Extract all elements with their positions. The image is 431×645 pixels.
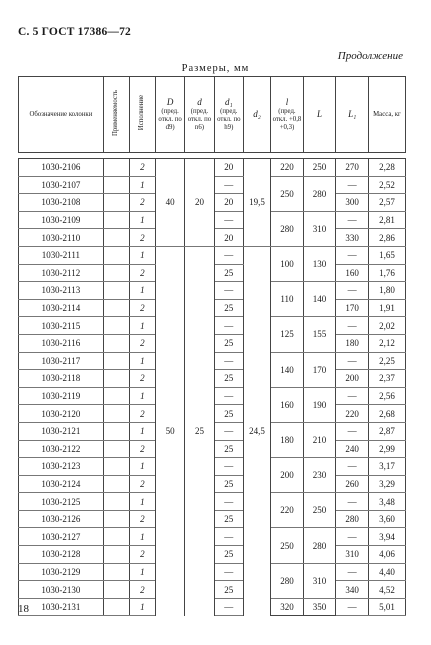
- l-cell: 220: [271, 159, 304, 177]
- L-cell: 170: [303, 352, 336, 387]
- d1-cell: 25: [214, 299, 243, 317]
- d1-cell: —: [214, 246, 243, 264]
- d1-cell: —: [214, 528, 243, 546]
- l-cell: 250: [271, 176, 304, 211]
- L-cell: 250: [303, 159, 336, 177]
- L1-cell: —: [336, 422, 369, 440]
- L1-cell: —: [336, 493, 369, 511]
- L1-cell: —: [336, 528, 369, 546]
- d1-cell: —: [214, 563, 243, 581]
- l-cell: 200: [271, 458, 304, 493]
- l-cell: 140: [271, 352, 304, 387]
- l-cell: 100: [271, 246, 304, 281]
- mass-cell: 2,56: [368, 387, 405, 405]
- L1-cell: 280: [336, 510, 369, 528]
- applicability-cell: [103, 211, 129, 229]
- execution-cell: 2: [129, 510, 155, 528]
- execution-cell: 2: [129, 229, 155, 247]
- execution-cell: 2: [129, 581, 155, 599]
- designation-cell: 1030-2124: [19, 475, 104, 493]
- designation-cell: 1030-2126: [19, 510, 104, 528]
- mass-cell: 3,94: [368, 528, 405, 546]
- D-cell: 40: [155, 159, 184, 247]
- d1-cell: 20: [214, 159, 243, 177]
- header-designation: Обозначение колонки: [19, 77, 104, 153]
- designation-cell: 1030-2106: [19, 159, 104, 177]
- header-d2: d₂: [243, 77, 270, 153]
- page-number: 18: [18, 603, 29, 615]
- L1-cell: 340: [336, 581, 369, 599]
- applicability-cell: [103, 229, 129, 247]
- mass-cell: 4,40: [368, 563, 405, 581]
- applicability-cell: [103, 352, 129, 370]
- designation-cell: 1030-2119: [19, 387, 104, 405]
- L-cell: 230: [303, 458, 336, 493]
- mass-cell: 3,17: [368, 458, 405, 476]
- L-cell: 190: [303, 387, 336, 422]
- applicability-cell: [103, 475, 129, 493]
- mass-cell: 2,86: [368, 229, 405, 247]
- applicability-cell: [103, 440, 129, 458]
- header-D: D (пред. откл. по d9): [155, 77, 184, 153]
- l-cell: 125: [271, 317, 304, 352]
- d1-cell: 25: [214, 475, 243, 493]
- execution-cell: 2: [129, 475, 155, 493]
- execution-cell: 1: [129, 352, 155, 370]
- applicability-cell: [103, 387, 129, 405]
- execution-cell: 2: [129, 405, 155, 423]
- d1-cell: 25: [214, 546, 243, 564]
- designation-cell: 1030-2107: [19, 176, 104, 194]
- L-cell: 350: [303, 598, 336, 616]
- designation-cell: 1030-2130: [19, 581, 104, 599]
- execution-cell: 1: [129, 598, 155, 616]
- l-cell: 280: [271, 211, 304, 246]
- L-cell: 310: [303, 211, 336, 246]
- designation-cell: 1030-2125: [19, 493, 104, 511]
- L-cell: 140: [303, 282, 336, 317]
- d1-cell: 25: [214, 510, 243, 528]
- mass-cell: 5,01: [368, 598, 405, 616]
- mass-cell: 2,28: [368, 159, 405, 177]
- d1-cell: 25: [214, 405, 243, 423]
- applicability-cell: [103, 546, 129, 564]
- d1-cell: 25: [214, 370, 243, 388]
- L1-cell: —: [336, 352, 369, 370]
- L1-cell: —: [336, 246, 369, 264]
- mass-cell: 1,65: [368, 246, 405, 264]
- d1-cell: 25: [214, 581, 243, 599]
- l-cell: 110: [271, 282, 304, 317]
- d-cell: 20: [185, 159, 214, 247]
- mass-cell: 1,80: [368, 282, 405, 300]
- header-mass: Масса, кг: [368, 77, 405, 153]
- L1-cell: 240: [336, 440, 369, 458]
- l-cell: 250: [271, 528, 304, 563]
- mass-cell: 3,29: [368, 475, 405, 493]
- d1-cell: 20: [214, 194, 243, 212]
- applicability-cell: [103, 458, 129, 476]
- applicability-cell: [103, 422, 129, 440]
- execution-cell: 1: [129, 246, 155, 264]
- applicability-cell: [103, 563, 129, 581]
- mass-cell: 2,57: [368, 194, 405, 212]
- L1-cell: 220: [336, 405, 369, 423]
- L1-cell: —: [336, 598, 369, 616]
- d1-cell: —: [214, 598, 243, 616]
- applicability-cell: [103, 598, 129, 616]
- mass-cell: 2,12: [368, 334, 405, 352]
- execution-cell: 1: [129, 528, 155, 546]
- designation-cell: 1030-2123: [19, 458, 104, 476]
- execution-cell: 1: [129, 387, 155, 405]
- L1-cell: 180: [336, 334, 369, 352]
- designation-cell: 1030-2131: [19, 598, 104, 616]
- execution-cell: 1: [129, 282, 155, 300]
- d1-cell: —: [214, 422, 243, 440]
- d1-cell: —: [214, 493, 243, 511]
- L1-cell: 260: [336, 475, 369, 493]
- mass-cell: 2,68: [368, 405, 405, 423]
- execution-cell: 1: [129, 458, 155, 476]
- d1-cell: —: [214, 387, 243, 405]
- mass-cell: 2,99: [368, 440, 405, 458]
- d1-cell: —: [214, 176, 243, 194]
- designation-cell: 1030-2108: [19, 194, 104, 212]
- dimensions-caption: Размеры, мм: [181, 63, 250, 74]
- designation-cell: 1030-2128: [19, 546, 104, 564]
- L1-cell: —: [336, 458, 369, 476]
- applicability-cell: [103, 282, 129, 300]
- execution-cell: 1: [129, 493, 155, 511]
- L1-cell: —: [336, 282, 369, 300]
- execution-cell: 2: [129, 299, 155, 317]
- designation-cell: 1030-2115: [19, 317, 104, 335]
- d1-cell: —: [214, 317, 243, 335]
- D-cell: 50: [155, 246, 184, 615]
- applicability-cell: [103, 176, 129, 194]
- mass-cell: 2,37: [368, 370, 405, 388]
- applicability-cell: [103, 334, 129, 352]
- d1-cell: —: [214, 458, 243, 476]
- execution-cell: 1: [129, 211, 155, 229]
- execution-cell: 2: [129, 334, 155, 352]
- applicability-cell: [103, 510, 129, 528]
- designation-cell: 1030-2127: [19, 528, 104, 546]
- d1-cell: 25: [214, 334, 243, 352]
- L-cell: 210: [303, 422, 336, 457]
- designation-cell: 1030-2109: [19, 211, 104, 229]
- mass-cell: 1,91: [368, 299, 405, 317]
- d1-cell: —: [214, 211, 243, 229]
- header-d1: d₁ (пред. откл. по h9): [214, 77, 243, 153]
- mass-cell: 2,87: [368, 422, 405, 440]
- execution-cell: 2: [129, 546, 155, 564]
- column-spec-table: [18, 76, 406, 616]
- designation-cell: 1030-2118: [19, 370, 104, 388]
- L1-cell: —: [336, 211, 369, 229]
- d1-cell: —: [214, 282, 243, 300]
- table-row: [19, 159, 406, 177]
- L1-cell: 200: [336, 370, 369, 388]
- l-cell: 280: [271, 563, 304, 598]
- mass-cell: 2,52: [368, 176, 405, 194]
- l-cell: 160: [271, 387, 304, 422]
- mass-cell: 3,60: [368, 510, 405, 528]
- applicability-cell: [103, 493, 129, 511]
- L1-cell: 270: [336, 159, 369, 177]
- L-cell: 310: [303, 563, 336, 598]
- continuation-label: Продолжение: [337, 50, 403, 62]
- applicability-cell: [103, 528, 129, 546]
- designation-cell: 1030-2113: [19, 282, 104, 300]
- designation-cell: 1030-2110: [19, 229, 104, 247]
- applicability-cell: [103, 264, 129, 282]
- d1-cell: —: [214, 352, 243, 370]
- L-cell: 130: [303, 246, 336, 281]
- header-L1: L₁: [336, 77, 369, 153]
- header-l: l (пред. откл. +0,8 +0,3): [271, 77, 304, 153]
- designation-cell: 1030-2121: [19, 422, 104, 440]
- mass-cell: 3,48: [368, 493, 405, 511]
- L1-cell: —: [336, 563, 369, 581]
- execution-cell: 2: [129, 264, 155, 282]
- d-cell: 25: [185, 246, 214, 615]
- page-header: С. 5 ГОСТ 17386—72: [18, 26, 131, 38]
- L-cell: 280: [303, 176, 336, 211]
- mass-cell: 4,06: [368, 546, 405, 564]
- L1-cell: —: [336, 317, 369, 335]
- L1-cell: 170: [336, 299, 369, 317]
- designation-cell: 1030-2116: [19, 334, 104, 352]
- header-d: d (пред. откл. по n6): [185, 77, 214, 153]
- designation-cell: 1030-2117: [19, 352, 104, 370]
- execution-cell: 1: [129, 176, 155, 194]
- execution-cell: 2: [129, 440, 155, 458]
- designation-cell: 1030-2111: [19, 246, 104, 264]
- execution-cell: 1: [129, 563, 155, 581]
- mass-cell: 1,76: [368, 264, 405, 282]
- d1-cell: 25: [214, 264, 243, 282]
- applicability-cell: [103, 405, 129, 423]
- applicability-cell: [103, 299, 129, 317]
- header-applicability: Применяемость: [103, 77, 129, 153]
- designation-cell: 1030-2122: [19, 440, 104, 458]
- d1-cell: 25: [214, 440, 243, 458]
- mass-cell: 4,52: [368, 581, 405, 599]
- table-row: [19, 246, 406, 264]
- applicability-cell: [103, 246, 129, 264]
- header-execution: Исполнение: [129, 77, 155, 153]
- execution-cell: 2: [129, 159, 155, 177]
- L-cell: 280: [303, 528, 336, 563]
- mass-cell: 2,02: [368, 317, 405, 335]
- execution-cell: 2: [129, 370, 155, 388]
- applicability-cell: [103, 581, 129, 599]
- designation-cell: 1030-2129: [19, 563, 104, 581]
- l-cell: 220: [271, 493, 304, 528]
- L-cell: 155: [303, 317, 336, 352]
- header-L: L: [303, 77, 336, 153]
- L-cell: 250: [303, 493, 336, 528]
- applicability-cell: [103, 159, 129, 177]
- L1-cell: 310: [336, 546, 369, 564]
- applicability-cell: [103, 317, 129, 335]
- L1-cell: —: [336, 387, 369, 405]
- execution-cell: 1: [129, 317, 155, 335]
- d1-cell: 20: [214, 229, 243, 247]
- designation-cell: 1030-2120: [19, 405, 104, 423]
- L1-cell: —: [336, 176, 369, 194]
- l-cell: 180: [271, 422, 304, 457]
- execution-cell: 2: [129, 194, 155, 212]
- L1-cell: 330: [336, 229, 369, 247]
- designation-cell: 1030-2114: [19, 299, 104, 317]
- applicability-cell: [103, 370, 129, 388]
- L1-cell: 160: [336, 264, 369, 282]
- mass-cell: 2,81: [368, 211, 405, 229]
- l-cell: 320: [271, 598, 304, 616]
- d2-cell: 19,5: [243, 159, 270, 247]
- mass-cell: 2,25: [368, 352, 405, 370]
- L1-cell: 300: [336, 194, 369, 212]
- execution-cell: 1: [129, 422, 155, 440]
- designation-cell: 1030-2112: [19, 264, 104, 282]
- applicability-cell: [103, 194, 129, 212]
- d2-cell: 24,5: [243, 246, 270, 615]
